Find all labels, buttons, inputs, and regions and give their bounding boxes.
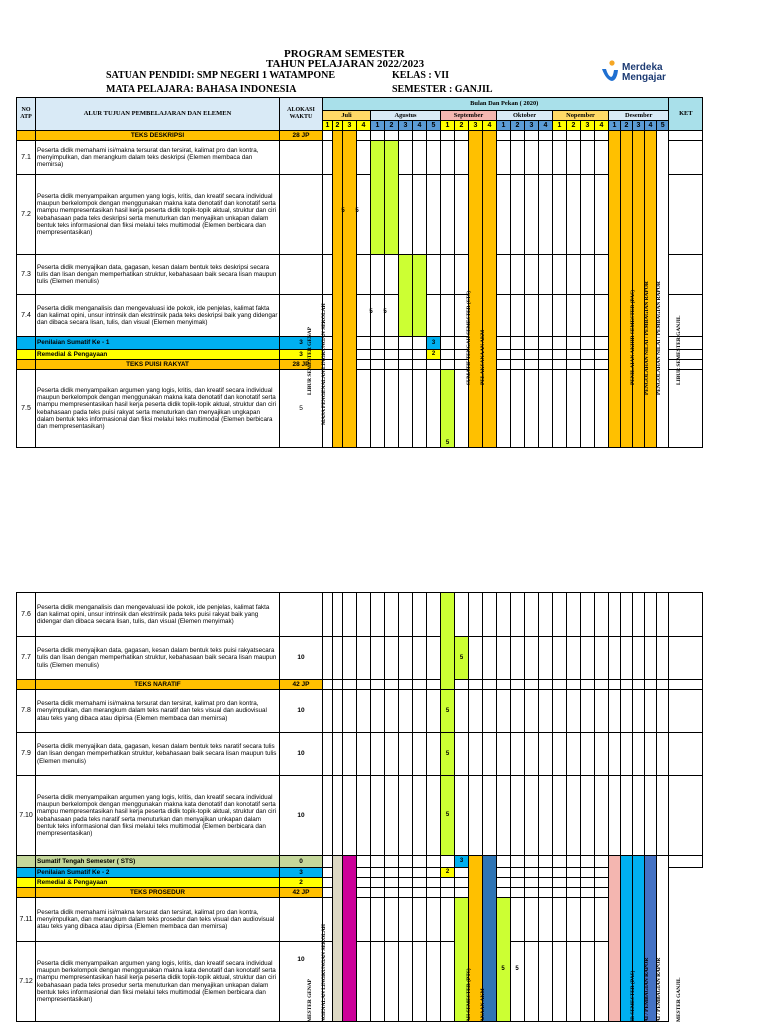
- program-semester-table-2: [16, 592, 703, 1022]
- week-cell: 1: [371, 121, 385, 131]
- week-cell: 4: [645, 121, 657, 131]
- week-cell: 2: [621, 121, 633, 131]
- schedule-mark: 5: [515, 966, 519, 972]
- row-time: 3: [280, 868, 323, 878]
- atp-number: 7.2: [17, 175, 36, 255]
- atp-description: Peserta didik menyampaikan argumen yang logis, kritis, dan kreatif secara individual maupun berkelompok dengan menggunakan makna kata denotatif dan konotatif serta mampu mempresentasikan hasil kerja peserta didik topik-topik aktual, struktur dan ciri kebahasaan pada teks deskripsi serta menuturkan dan menyajikan unkapan dalam bentuk teks informasional dan fiksi melalui teks multimodal (Elemen berbicara dan mempresentasikan): [36, 175, 280, 255]
- label-sts: SUMATIF TENGAH SEMESTER (STS): [466, 290, 472, 385]
- schedule-mark: 5: [441, 776, 455, 856]
- week-cell: 3: [581, 121, 595, 131]
- week-cell: 3: [525, 121, 539, 131]
- atp-description: Peserta didik memahami isi/makna tersurat dan tersirat, kalimat pro dan kontra, menyimpulkan, dan merangkum dalam teks prosedur dan teks visual dan audiovisual atau teks yang dibaca atau dipirsa (Elemen membaca dan memirsa): [36, 898, 280, 942]
- program-semester-table-1: [16, 97, 703, 448]
- col-alokasi: ALOKASI WAKTU: [280, 98, 323, 131]
- atp-description: Peserta didik menyampaikan argumen yang logis, kritis, dan kreatif secara individual maupun berkelompok dengan menggunakan makna kata denotatif dan konotatif serta mampu mempresentasikan hasil kerja peserta didik topik-topik aktual, struktur dan ciri kebahasaan pada teks prosedur serta menuturkan dan menyajikan unkapan dalam bentuk teks informasional dan fiksi melalui teks multimodal (Elemen berbicara dan mempresentasikan): [36, 942, 280, 1022]
- section-naratif: TEKS NARATIF: [36, 680, 280, 690]
- label-libur-genap-fragment: MESTER GENAP: [307, 979, 313, 1022]
- atp-description: Peserta didik menyajikan data, gagasan, kesan dalam bentuk teks naratif secara tulis dan lisan dengan memperhatikan struktur, kebahasaan baik secara lisan maupun tulis (Elemen menulis): [36, 733, 280, 776]
- schedule-mark: 5: [369, 309, 373, 315]
- penilaian-sumatif-1: Penilaian Sumatif Ke - 1: [36, 337, 280, 350]
- week-cell: 3: [343, 121, 357, 131]
- schedule-mark: 5: [441, 733, 455, 776]
- week-cell: 1: [323, 121, 333, 131]
- label-pas-fragment: IR SEMESTER (PAS): [630, 970, 636, 1022]
- week-cell: 2: [511, 121, 525, 131]
- section-puisi-rakyat: TEKS PUISI RAKYAT: [36, 360, 280, 370]
- week-cell: 2: [333, 121, 343, 131]
- logo-text-1: Merdeka: [622, 62, 663, 73]
- week-cell: 3: [633, 121, 645, 131]
- label-akm: PELAKSANAAN AKM: [480, 329, 486, 385]
- atp-description: Peserta didik menyajikan data, gagasan, kesan dalam bentuk teks deskripsi secara tulis dan lisan dengan memperhatikan struktur, kebahasaan baik secara lisan maupun tulis (Elemen menulis): [36, 255, 280, 295]
- penilaian-sumatif-2: Penilaian Sumatif Ke - 2: [36, 868, 280, 878]
- week-cell: 3: [399, 121, 413, 131]
- month-desember: Desember: [609, 111, 669, 121]
- schedule-mark: 5: [455, 637, 469, 680]
- row-time: 10: [280, 690, 323, 733]
- week-cell: 1: [441, 121, 455, 131]
- subject-label: MATA PELAJARA: BAHASA INDONESIA: [106, 84, 297, 95]
- row-time: 3: [280, 350, 323, 360]
- schedule-mark: 3: [427, 337, 441, 350]
- label-rapor-1-fragment: AI / PEMBAGIAN RAPOR: [644, 957, 650, 1022]
- week-cell: 4: [357, 121, 371, 131]
- section-prosedur: TEKS PROSEDUR: [36, 888, 280, 898]
- label-rapor-2-fragment: AI / PEMBAGIAN RAPOR: [656, 957, 662, 1022]
- atp-number: 7.7: [17, 637, 36, 680]
- atp-number: 7.3: [17, 255, 36, 295]
- atp-description: Peserta didik menyajikan data, gagasan, kesan dalam bentuk teks puisi rakyatsecara tulis dan lisan dengan memperhatikan struktur, kebahasaan baik secara lisan maupun tulis (Elemen menulis): [36, 637, 280, 680]
- label-mpls-fragment: NGENALAN LINGKUNGAN SEKOLAH: [321, 924, 327, 1022]
- schedule-mark: 5: [341, 208, 345, 214]
- label-rapor-2: PENGOLAHAN NILAI / PEMBAGIAN RAPOR: [656, 281, 662, 395]
- month-september: September: [441, 111, 497, 121]
- atp-description: Peserta didik menganalisis dan mengevaluasi ide pokok, ide penjelas, kalimat fakta dan kalimat opini, unsur intrinsik dan ekstrinsik pada teks puisi rakyat baik yang didengar dan dibaca secara lisan, tulis, dan visual (Elemen menyimak): [36, 593, 280, 637]
- label-libur-ganjil: LIBUR SEMESTER GANJIL: [676, 315, 682, 385]
- section-time: 42 JP: [280, 680, 323, 690]
- schedule-mark: 5: [383, 309, 387, 315]
- remedial-pengayaan-1: Remedial & Pengayaan: [36, 350, 280, 360]
- schedule-mark: 5: [501, 966, 505, 972]
- logo-text-2: Mengajar: [622, 72, 666, 83]
- row-time: 10: [280, 776, 323, 856]
- section-time: 28 JP: [280, 360, 323, 370]
- atp-description: Peserta didik menyampaikan argumen yang logis, kritis, dan kreatif secara individual maupun berkelompok dengan menggunakan makna kata denotatif dan konotatif serta mampu mempresentasikan hasil kerja peserta didik topik-topik aktual, struktur dan ciri kebahasaan pada teks puisi rakyat serta menuturkan dan menyajikan ungkapan dalam bentuk teks informasional dan fiksi melalui teks multimodal (Elemen berbicara dan mempresentasikan): [36, 370, 280, 448]
- atp-description: Peserta didik memahami isi/makna tersurat dan tersirat, kalimat pro dan kontra, menyimpulkan, dan merangkum dalam teks naratif dan teks visual dan audiovisual atau teks yang dibaca atau dipirsa (Elemen membaca dan memirsa): [36, 690, 280, 733]
- schedule-mark: 5: [441, 370, 455, 448]
- atp-description: Peserta didik menganalisis dan mengevaluasi ide pokok, ide penjelas, kalimat fakta dan kalimat opini, unsur intrinsik dan ekstrinsik pada teks deskripsi baik yang didengar dan dibaca secara lisan, tulis, dan visual (Elemen menyimak): [36, 295, 280, 337]
- atp-number: 7.9: [17, 733, 36, 776]
- week-cell: 5: [427, 121, 441, 131]
- row-time: 3: [280, 337, 323, 350]
- row-time: 10: [280, 733, 323, 776]
- atp-description: Peserta didik menyampaikan argumen yang logis, kritis, dan kreatif secara individual maupun berkelompok dengan menggunakan makna kata denotatif dan konotatif serta mampu mempresentasikan hasil kerja peserta didik topik-topik aktual, struktur dan ciri kebahasaan pada teks naratif serta menuturkan dan menyajikan unkapan dalam bentuk teks informasional dan fiksi melalui teks multimodal (Elemen berbicara dan mempresentasikan): [36, 776, 280, 856]
- semester-label: SEMESTER : GANJIL: [392, 84, 493, 95]
- section-time: 28 JP: [280, 131, 323, 141]
- atp-number: 7.6: [17, 593, 36, 637]
- atp-number: 7.5: [17, 370, 36, 448]
- row-time: 10: [280, 637, 323, 680]
- atp-number: 7.12: [17, 942, 36, 1022]
- label-mpls: MASA PENGENALAN LINGKUNGAN SEKOLAH: [321, 303, 327, 425]
- atp-number: 7.8: [17, 690, 36, 733]
- schedule-mark: 2: [441, 868, 455, 878]
- label-sts-fragment: AH SEMESTER (PTS): [466, 968, 472, 1022]
- row-time: 0: [280, 856, 323, 868]
- week-cell: 4: [483, 121, 497, 131]
- month-nopember: Nopember: [553, 111, 609, 121]
- remedial-pengayaan-2: Remedial & Pengayaan: [36, 878, 280, 888]
- week-cell: 2: [567, 121, 581, 131]
- week-cell: 4: [539, 121, 553, 131]
- doc-year: TAHUN PELAJARAN 2022/2023: [266, 58, 425, 70]
- atp-number: 7.1: [17, 141, 36, 175]
- atp-number: 7.11: [17, 898, 36, 942]
- label-akm-fragment: ANAAN AKM: [480, 988, 486, 1022]
- week-cell: 4: [595, 121, 609, 131]
- schedule-mark: 5: [355, 208, 359, 214]
- atp-number: 7.10: [17, 776, 36, 856]
- week-cell: 1: [609, 121, 621, 131]
- school-name: SATUAN PENDIDI: SMP NEGERI 1 WATAMPONE: [106, 70, 335, 81]
- label-pas: PENILAIAN AKHIR SEMESTER (PAS): [630, 290, 636, 385]
- schedule-mark: 2: [427, 350, 441, 360]
- doc-title: PROGRAM SEMESTER: [284, 48, 405, 60]
- atp-number: 7.4: [17, 295, 36, 337]
- label-rapor-1: PENGOLAHAN NILAI / PEMBAGIAN RAPOR: [644, 281, 650, 395]
- schedule-mark: 3: [455, 856, 469, 868]
- month-agustus: Agustus: [371, 111, 441, 121]
- label-libur-ganjil-fragment: MESTER GANJIL: [676, 977, 682, 1022]
- atp-description: Peserta didik memahami isi/makna tersurat dan tersirat, kalimat pro dan kontra, menyimpulkan, dan merangkum dalam teks deskripsi (Elemen membaca dan memirsa): [36, 141, 280, 175]
- row-time: 10: [280, 942, 323, 1022]
- class-label: KELAS : VII: [392, 70, 450, 81]
- schedule-mark: 5: [441, 690, 455, 733]
- month-oktober: Oktober: [497, 111, 553, 121]
- week-cell: 2: [455, 121, 469, 131]
- merdeka-mengajar-logo: [600, 58, 710, 86]
- week-cell: 5: [657, 121, 669, 131]
- week-cell: 1: [553, 121, 567, 131]
- label-libur-genap: LIBUR SEMESTER GENAP: [307, 327, 313, 395]
- col-alur: ALUR TUJUAN PEMBELAJARAN DAN ELEMEN: [36, 98, 280, 131]
- week-cell: 3: [469, 121, 483, 131]
- row-time: 5: [280, 370, 323, 448]
- col-ket: KET: [669, 98, 703, 131]
- month-juli: Juli: [323, 111, 371, 121]
- week-cell: 1: [497, 121, 511, 131]
- row-time: 2: [280, 878, 323, 888]
- week-cell: 2: [385, 121, 399, 131]
- merdeka-logo-icon: [600, 60, 620, 84]
- section-deskripsi: TEKS DESKRIPSI: [36, 131, 280, 141]
- section-time: 42 JP: [280, 888, 323, 898]
- col-bulan: Bulan Dan Pekan ( 2020): [323, 98, 669, 111]
- col-no-atp: NO ATP: [17, 98, 36, 131]
- week-cell: 4: [413, 121, 427, 131]
- sumatif-tengah-semester: Sumatif Tengah Semester ( STS): [36, 856, 280, 868]
